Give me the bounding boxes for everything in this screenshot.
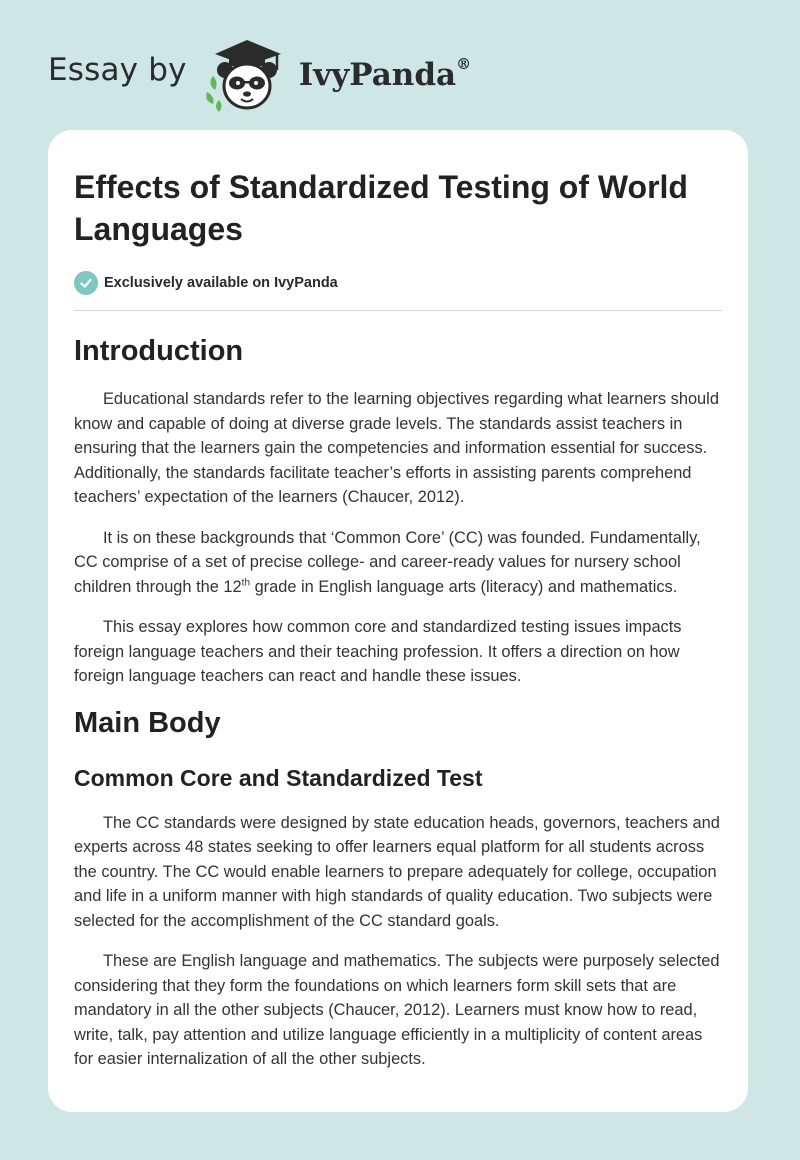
essay-card (48, 130, 748, 1112)
brand-name: IvyPanda (298, 57, 457, 93)
introduction-heading: Introduction (74, 335, 244, 367)
site-header (48, 34, 508, 114)
divider (74, 310, 722, 311)
ivypanda-brand[interactable] (299, 57, 471, 93)
exclusive-badge (74, 270, 722, 296)
ivypanda-logo-icon[interactable] (201, 34, 293, 114)
intro-paragraph-1: Educational standards refer to the learning objectives regarding what learners should know and capable of doing at diverse grade levels. The standards assist teachers in ensuring that the learners gain the competencies and information essential for success. Additionally, the standards facilitate teacher’s efforts in assisting parents comprehend teachers’ expectation of the learners (Chaucer, 2012). (74, 390, 719, 506)
intro-p2-text-a: It is on these backgrounds that ‘Common Core’ (CC) was founded. Fundamentally, CC comprise of a set of precise college- and career-ready values for nursery school children through the 12 (74, 528, 701, 596)
essay-title: Effects of Standardized Testing of World Languages (74, 169, 688, 247)
subsection-heading: Common Core and Standardized Test (74, 764, 483, 791)
essay-by-label: Essay by (48, 52, 187, 88)
intro-paragraph-3: This essay explores how common core and standardized testing issues impacts foreign language teachers and their teaching profession. It offers a direction on how foreign language teachers can react and handle these issues. (74, 618, 682, 685)
intro-p2-text-b: grade in English language arts (literacy) and mathematics. (250, 577, 678, 596)
check-icon (74, 271, 98, 295)
ordinal-suffix: th (241, 577, 251, 589)
intro-paragraph-2 (74, 526, 722, 600)
body-paragraph-2: These are English language and mathematics. The subjects were purposely selected considering that they form the foundations on which learners form skill sets that are mandatory in all the other subjects (Chaucer, 2012). Learners must know how to read, write, talk, pay attention and utilize language efficiently in a multiplicity of content areas for easier internalization of all the other subjects. (74, 952, 720, 1068)
main-body-heading: Main Body (74, 706, 221, 739)
body-paragraph-1: The CC standards were designed by state education heads, governors, teachers and experts across 48 states seeking to offer learners equal platform for all students across the country. The CC would enable learners to prepare adequately for college, occupation and life in a uniform manner with high standards of quality education. Two subjects were selected for the accomplishment of the CC standard goals. (74, 813, 720, 930)
exclusive-text: Exclusively available on IvyPanda (104, 275, 338, 291)
registered-mark: ® (456, 55, 472, 73)
